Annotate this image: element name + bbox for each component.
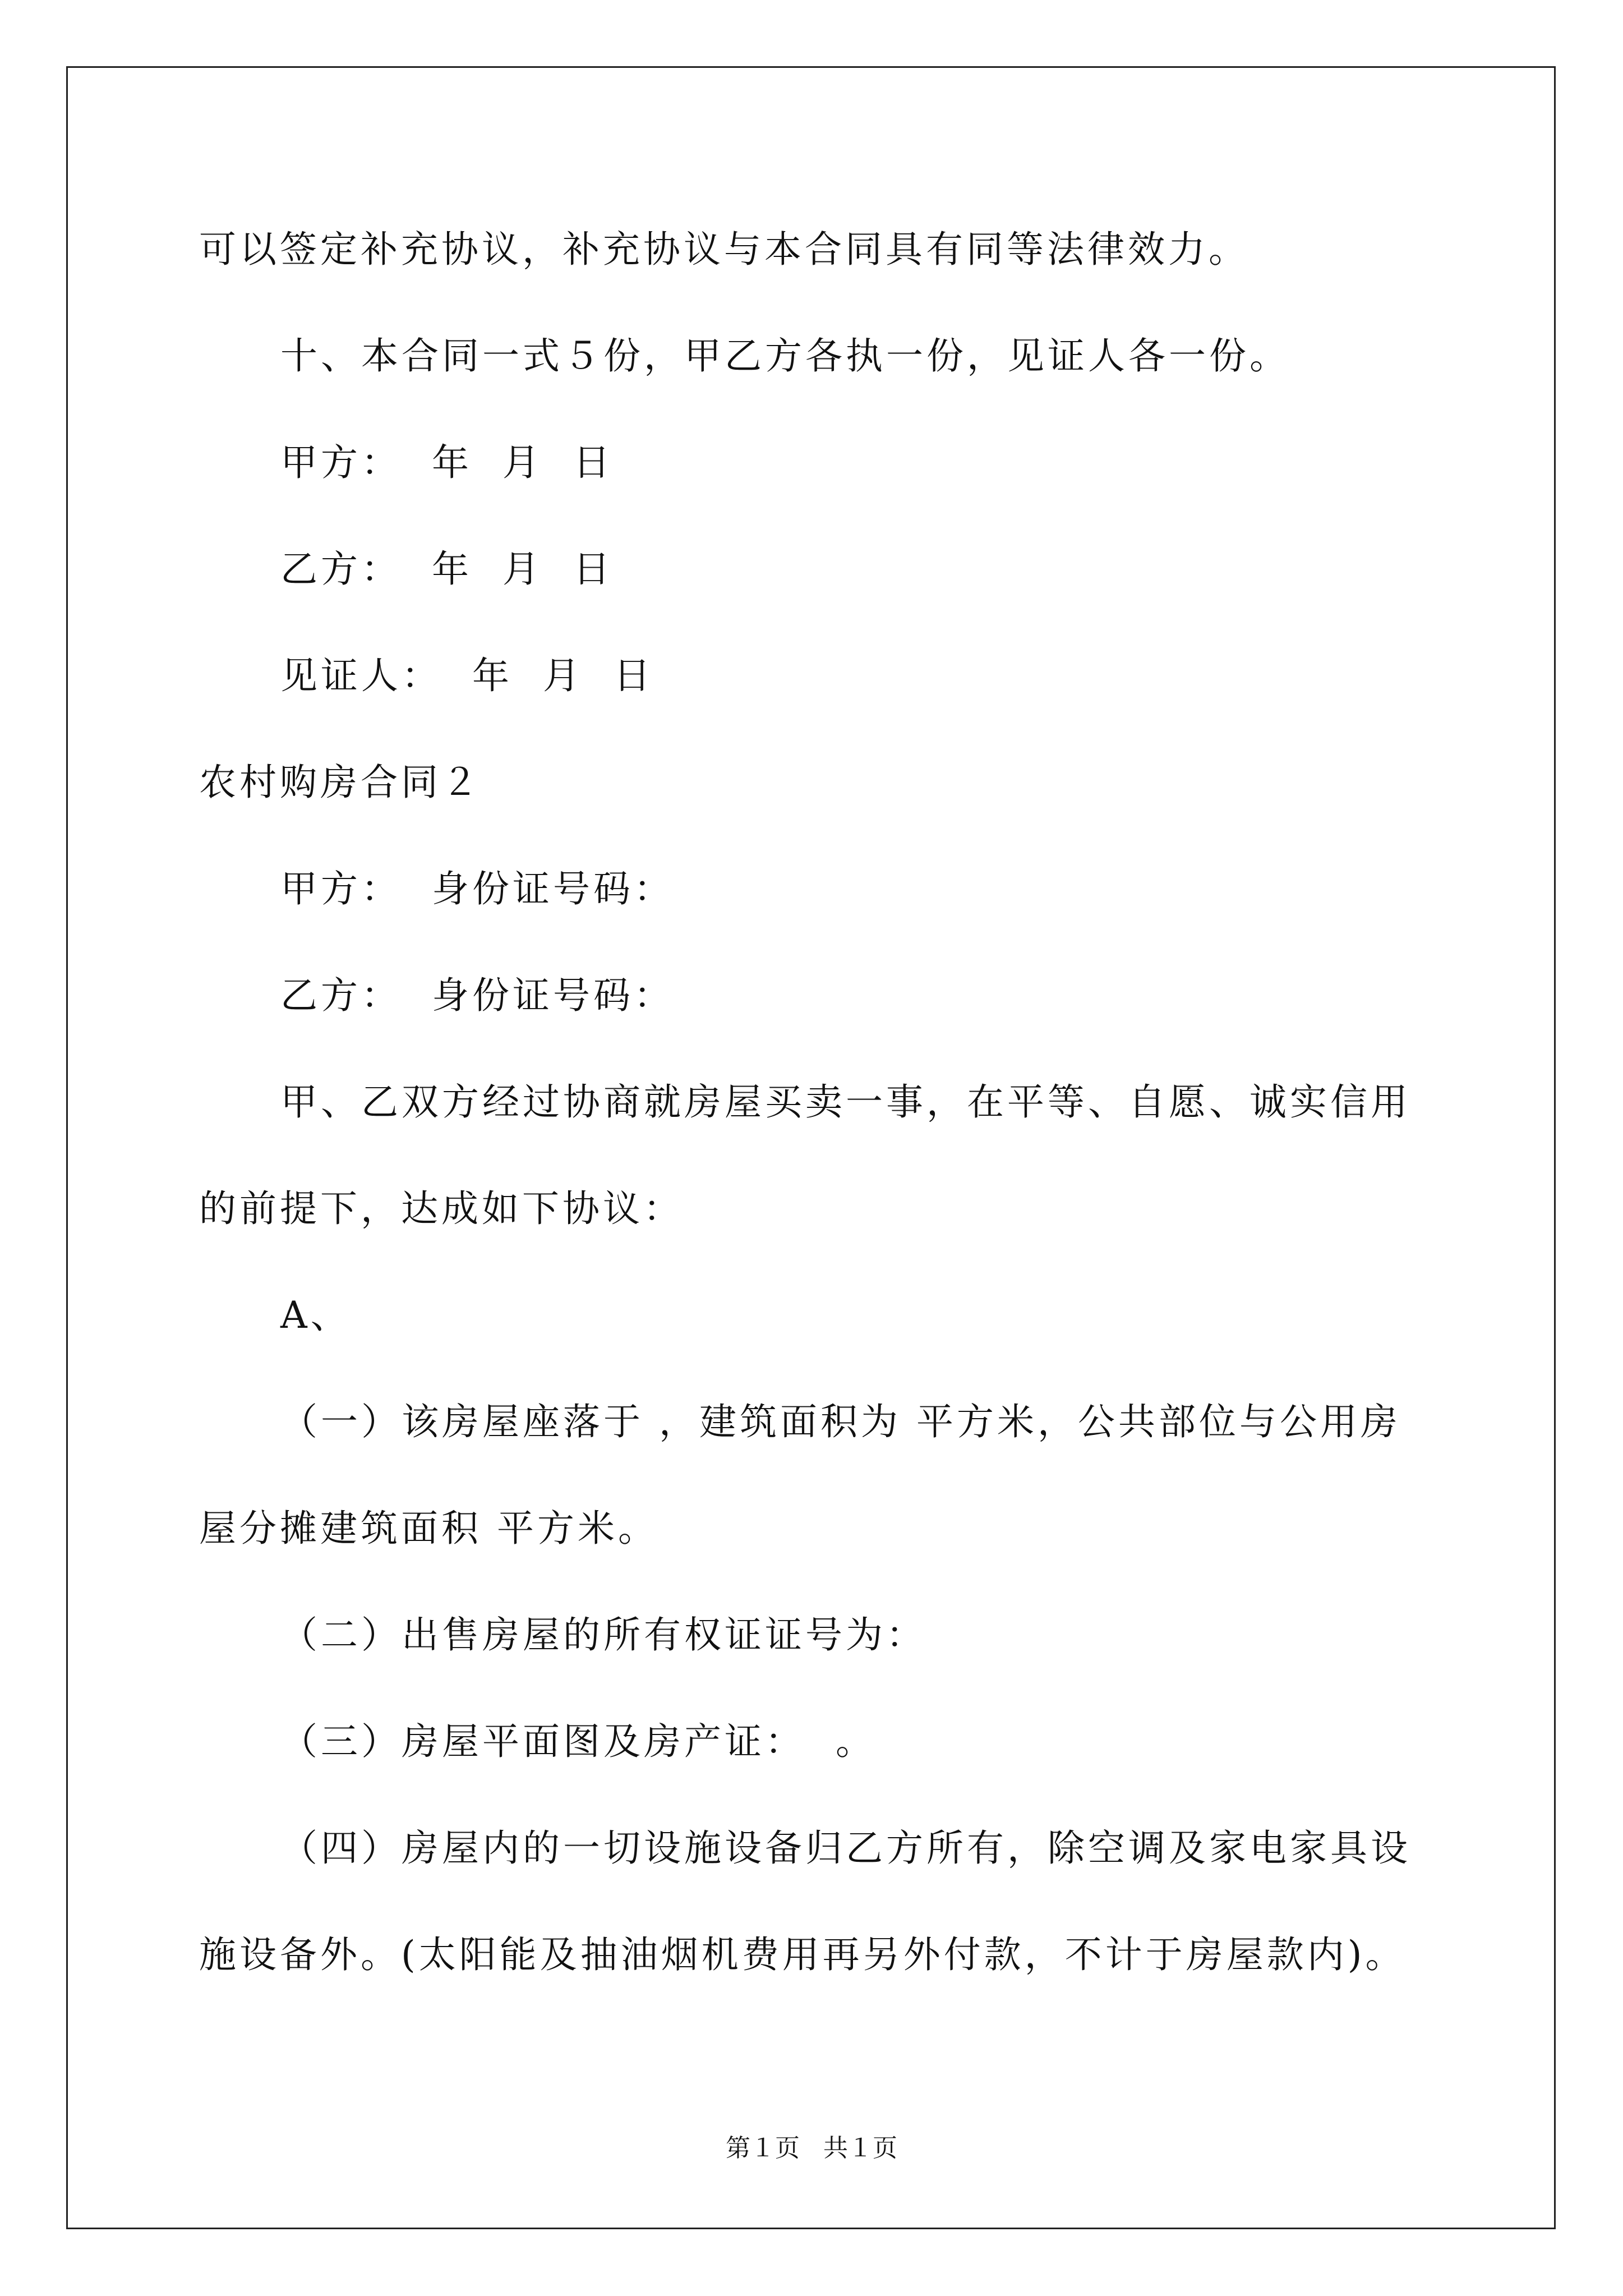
text-line-8: 乙方： 身份证号码： <box>280 974 674 1017</box>
text-line-14: （二）出售房屋的所有权证证号为： <box>280 1613 926 1657</box>
text-line-17: 施设备外。(太阳能及抽油烟机费用再另外付款，不计于房屋款内)。 <box>199 1933 1406 1976</box>
text-line-4: 乙方： 年 月 日 <box>280 547 614 591</box>
page-number-footer: 第１页 共１页 <box>726 2134 897 2162</box>
text-line-15: （三）房屋平面图及房产证： 。 <box>280 1720 876 1763</box>
text-line-9: 甲、乙双方经过协商就房屋买卖一事，在平等、自愿、诚实信用 <box>280 1080 1411 1124</box>
text-line-11: A、 <box>280 1294 351 1337</box>
text-line-5: 见证人： 年 月 日 <box>280 654 654 697</box>
text-line-13: 屋分摊建筑面积 平方米。 <box>199 1507 658 1550</box>
text-line-12: （一）该房屋座落于 ，建筑面积为 平方米，公共部位与公用房 <box>280 1400 1401 1443</box>
text-line-7: 甲方： 身份证号码： <box>280 867 674 910</box>
page-border <box>66 66 1556 2229</box>
section-heading: 农村购房合同２ <box>199 761 482 804</box>
text-line-10: 的前提下，达成如下协议： <box>199 1187 684 1230</box>
text-line-2: 十、本合同一式５份，甲乙方各执一份，见证人各一份。 <box>280 334 1290 378</box>
text-line-1: 可以签定补充协议，补充协议与本合同具有同等法律效力。 <box>199 228 1249 271</box>
text-line-16: （四）房屋内的一切设施设备归乙方所有，除空调及家电家具设 <box>280 1826 1411 1870</box>
text-line-3: 甲方： 年 月 日 <box>280 441 614 484</box>
